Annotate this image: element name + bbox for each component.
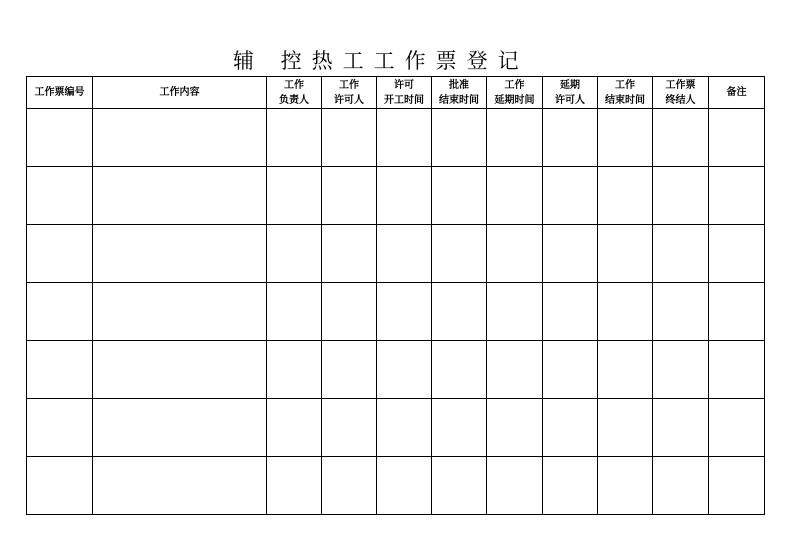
column-header-label: 批准	[449, 79, 469, 91]
column-header-label: 许可	[394, 79, 414, 91]
table-cell	[93, 341, 267, 399]
table-cell	[432, 167, 487, 225]
column-header	[487, 77, 543, 109]
table-cell	[377, 109, 432, 167]
column-header-label: 结束时间	[605, 94, 645, 106]
table-body	[27, 109, 765, 515]
table-cell	[267, 283, 322, 341]
table-cell	[653, 167, 709, 225]
table-cell	[267, 457, 322, 515]
table-cell	[543, 283, 598, 341]
table-cell	[432, 457, 487, 515]
table-cell	[27, 225, 93, 283]
table-cell	[322, 283, 377, 341]
work-ticket-register-table	[26, 76, 765, 515]
column-header	[93, 77, 267, 109]
table-cell	[27, 457, 93, 515]
column-header-label: 工作	[504, 79, 525, 91]
column-header-label: 终结人	[665, 94, 696, 106]
table-cell	[267, 341, 322, 399]
column-header-label: 备注	[726, 87, 747, 98]
column-header-label: 结束时间	[439, 94, 479, 106]
table-cell	[93, 225, 267, 283]
table-cell	[377, 341, 432, 399]
table-cell	[267, 109, 322, 167]
table-cell	[93, 283, 267, 341]
page-title: 辅 控热工工作票登记	[233, 49, 529, 73]
table-cell	[487, 341, 543, 399]
table-cell	[322, 457, 377, 515]
table-cell	[653, 225, 709, 283]
column-header-label: 许可人	[334, 94, 364, 106]
table-cell	[653, 457, 709, 515]
table-cell	[432, 399, 487, 457]
table-cell	[598, 283, 653, 341]
table-cell	[322, 225, 377, 283]
table-cell	[27, 167, 93, 225]
column-header-label: 开工时间	[384, 94, 424, 106]
table-cell	[487, 457, 543, 515]
table-row	[27, 225, 765, 283]
table-cell	[377, 457, 432, 515]
table-cell	[487, 283, 543, 341]
table-cell	[543, 167, 598, 225]
table-cell	[543, 109, 598, 167]
table-cell	[267, 399, 322, 457]
column-header-label: 工作	[615, 79, 635, 91]
column-header	[709, 77, 765, 109]
column-header	[267, 77, 322, 109]
table-cell	[377, 283, 432, 341]
table-cell	[653, 341, 709, 399]
table-cell	[322, 399, 377, 457]
table-cell	[93, 167, 267, 225]
table-cell	[27, 109, 93, 167]
table-row	[27, 457, 765, 515]
table-row	[27, 109, 765, 167]
column-header	[27, 77, 93, 109]
table-cell	[709, 457, 765, 515]
table-cell	[267, 167, 322, 225]
column-header-label: 工作	[339, 79, 359, 91]
table-cell	[543, 457, 598, 515]
table-cell	[598, 457, 653, 515]
table-cell	[93, 109, 267, 167]
table-cell	[432, 341, 487, 399]
table-cell	[432, 225, 487, 283]
table-cell	[598, 399, 653, 457]
table-cell	[543, 399, 598, 457]
table-cell	[598, 167, 653, 225]
column-header-label: 负责人	[279, 94, 309, 106]
table-cell	[598, 225, 653, 283]
table-cell	[543, 225, 598, 283]
column-header	[543, 77, 598, 109]
table-cell	[487, 109, 543, 167]
column-header-label: 工作票编号	[34, 87, 85, 98]
column-header	[598, 77, 653, 109]
table-cell	[598, 109, 653, 167]
table-cell	[27, 399, 93, 457]
table-cell	[27, 283, 93, 341]
table-cell	[709, 167, 765, 225]
table-cell	[377, 399, 432, 457]
column-header-label: 工作内容	[159, 87, 200, 98]
table-cell	[267, 225, 322, 283]
table-cell	[27, 341, 93, 399]
table-cell	[598, 341, 653, 399]
table-row	[27, 341, 765, 399]
table-cell	[709, 399, 765, 457]
table-cell	[653, 109, 709, 167]
column-header-label: 延期时间	[494, 94, 535, 106]
table-cell	[322, 167, 377, 225]
table-cell	[377, 225, 432, 283]
table-cell	[709, 283, 765, 341]
table-cell	[487, 399, 543, 457]
table-row	[27, 399, 765, 457]
table-cell	[487, 225, 543, 283]
table-cell	[709, 109, 765, 167]
column-header	[322, 77, 377, 109]
column-header-label: 许可人	[555, 94, 585, 106]
table-cell	[93, 399, 267, 457]
table-cell	[653, 283, 709, 341]
table-cell	[487, 167, 543, 225]
table-row	[27, 167, 765, 225]
table-cell	[322, 109, 377, 167]
table-cell	[432, 283, 487, 341]
table-row	[27, 283, 765, 341]
table-cell	[653, 399, 709, 457]
table-cell	[93, 457, 267, 515]
table-cell	[377, 167, 432, 225]
table-cell	[543, 341, 598, 399]
column-header	[432, 77, 487, 109]
table-cell	[432, 109, 487, 167]
column-header	[653, 77, 709, 109]
column-header	[377, 77, 432, 109]
column-header-label: 延期	[560, 79, 580, 91]
table-cell	[709, 225, 765, 283]
table-cell	[322, 341, 377, 399]
table-header-row	[27, 77, 765, 109]
column-header-label: 工作票	[665, 79, 696, 91]
column-header-label: 工作	[284, 79, 304, 91]
table-cell	[709, 341, 765, 399]
